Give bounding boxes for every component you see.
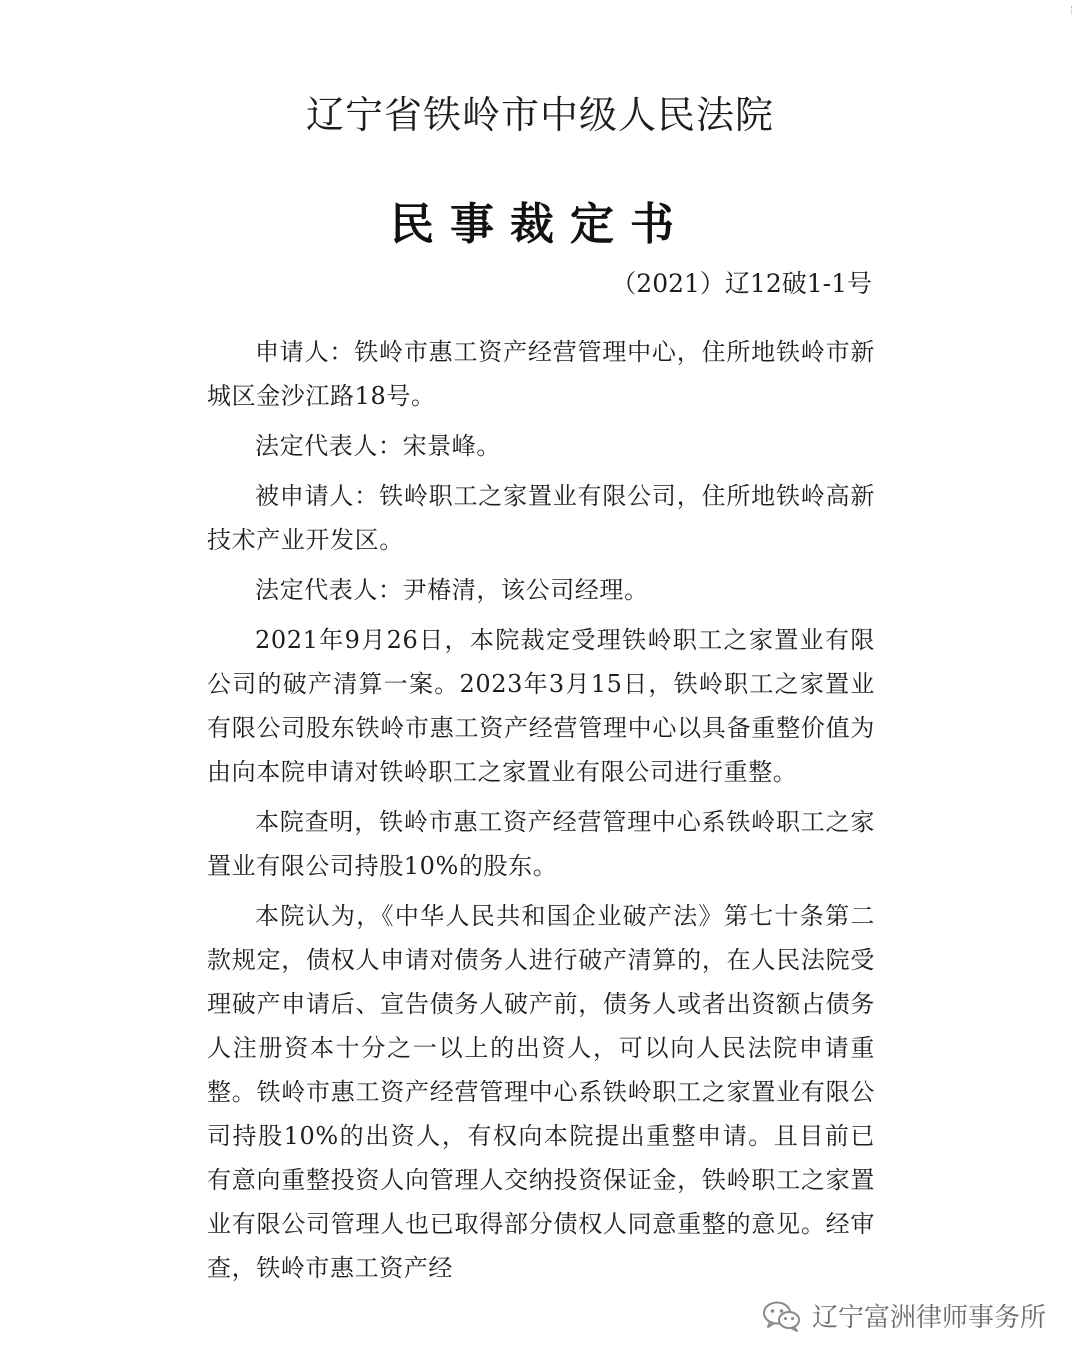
paragraph-respondent: 被申请人：铁岭职工之家置业有限公司，住所地铁岭高新技术产业开发区。 bbox=[207, 482, 875, 554]
corner-mark bbox=[1067, 6, 1072, 14]
case-number: （2021）辽12破1-1号 bbox=[611, 269, 872, 298]
document-body bbox=[207, 330, 875, 1296]
paragraph-applicant-representative: 法定代表人：宋景峰。 bbox=[255, 432, 501, 460]
document-title: 民事裁定书 bbox=[390, 199, 690, 250]
paragraph-court-opinion: 本院认为，《中华人民共和国企业破产法》第七十条第二款规定，债权人申请对债务人进行破产清算的，在人民法院受理破产申请后、宣告债务人破产前，债务人或者出资额占债务人注册资本十分之一以上的出资人，可以向人民法院申请重整。铁岭市惠工资产经营管理中心系铁岭职工之家置业有限公司持股10%的出资人，有权向本院提出重整申请。且目前已有意向重整投资人向管理人交纳投资保证金，铁岭职工之家置业有限公司管理人也已取得部分债权人同意重整的意见。经审查，铁岭市惠工资产经 bbox=[207, 902, 875, 1282]
paragraph-respondent-representative: 法定代表人：尹椿清，该公司经理。 bbox=[255, 576, 649, 604]
paragraph-case-history: 2021年9月26日，本院裁定受理铁岭职工之家置业有限公司的破产清算一案。2023年3月15日，铁岭职工之家置业有限公司股东铁岭市惠工资产经营管理中心以具备重整价值为由向本院申请对铁岭职工之家置业有限公司进行重整。 bbox=[207, 626, 875, 786]
paragraph-findings: 本院查明，铁岭市惠工资产经营管理中心系铁岭职工之家置业有限公司持股10%的股东。 bbox=[207, 808, 875, 880]
court-name: 辽宁省铁岭市中级人民法院 bbox=[305, 93, 774, 137]
watermark-text: 辽宁富洲律师事务所 bbox=[811, 1303, 1046, 1333]
wechat-icon bbox=[762, 1300, 802, 1332]
account-watermark bbox=[762, 1297, 1046, 1334]
paragraph-applicant: 申请人：铁岭市惠工资产经营管理中心，住所地铁岭市新城区金沙江路18号。 bbox=[207, 338, 875, 410]
